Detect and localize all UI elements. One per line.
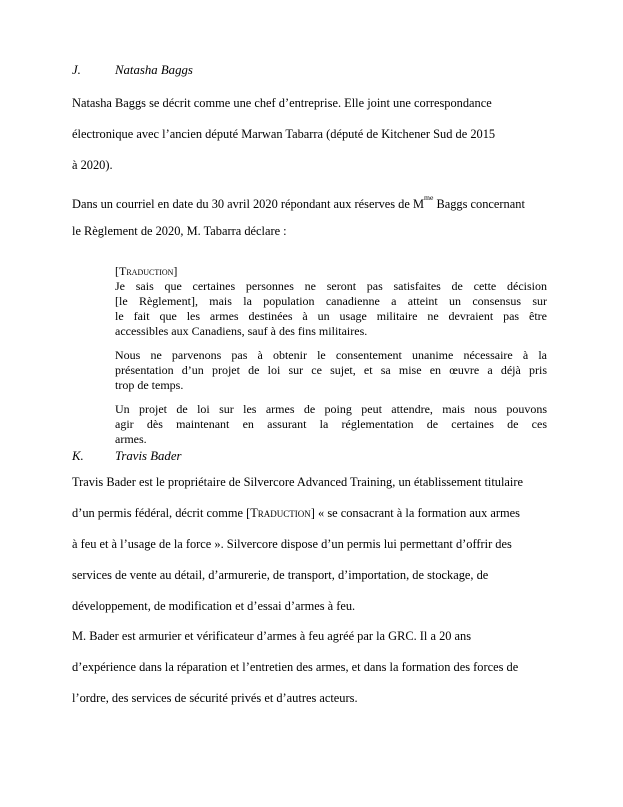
text-line: trop de temps.: [115, 378, 184, 392]
text-line: M. Bader est armurier et vérificateur d’armes à feu agréé par la GRC. Il a 20 ans: [72, 629, 472, 643]
paragraph-baggs: [72, 88, 495, 181]
section-heading-j: [72, 60, 193, 80]
paragraph-silvercore: [72, 467, 523, 622]
text-line: [72, 185, 525, 216]
superscript-me: me: [424, 192, 434, 202]
quote-paragraph-1: [115, 279, 547, 339]
section-title: Travis Bader: [115, 449, 182, 463]
text-line: Je sais que certaines personnes ne seront pas satisfaites de cette décision: [115, 279, 547, 293]
text-line: Natasha Baggs se décrit comme une chef d’entreprise. Elle joint une correspondance: [72, 96, 492, 110]
text-segment: Baggs concernant: [433, 197, 525, 212]
text-line: électronique avec l’ancien député Marwan Tabarra (député de Kitchener Sud de 2015: [72, 127, 496, 141]
text-line: le fait que les armes destinées à un usage militaire ne devraient pas être: [115, 309, 547, 323]
text-segment: d’un permis fédéral, décrit comme: [72, 506, 247, 520]
text-line: à 2020).: [72, 158, 113, 172]
text-line: à feu et à l’usage de la force ». Silvercore dispose d’un permis lui permettant d’offrir des: [72, 537, 512, 551]
section-label: J.: [72, 63, 81, 77]
section-label: K.: [72, 449, 84, 463]
text-line: Travis Bader est le propriétaire de Silvercore Advanced Training, un établissement titulaire: [72, 475, 523, 489]
text-line: services de vente au détail, d’armurerie, de transport, d’importation, de stockage, de: [72, 568, 489, 582]
quote-paragraph-3: [115, 402, 547, 447]
text-line: l’ordre, des services de sécurité privés et d’autres acteurs.: [72, 691, 358, 705]
text-line: armes.: [115, 432, 147, 446]
paragraph-grc: [72, 621, 518, 714]
text-line: [le Règlement], mais la population canadienne a atteint un consensus sur: [115, 294, 547, 308]
text-line: le Règlement de 2020, M. Tabarra déclare :: [72, 224, 287, 238]
text-line: Nous ne parvenons pas à obtenir le consentement unanime nécessaire à la: [115, 348, 547, 362]
text-segment: « se consacrant à la formation aux armes: [314, 506, 520, 520]
text-line: accessibles aux Canadiens, sauf à des fins militaires.: [115, 324, 368, 338]
text-line: d’expérience dans la réparation et l’entretien des armes, et dans la formation des forces de: [72, 660, 519, 674]
text-line: présentation d’un projet de loi sur ce sujet, et sa mise en œuvre a déjà pris: [115, 363, 547, 377]
paragraph-courriel: [72, 185, 525, 247]
section-title: Natasha Baggs: [115, 63, 193, 77]
text-line: [72, 498, 523, 529]
text-line: développement, de modification et d’essai d’armes à feu.: [72, 599, 356, 613]
text-line: agir dès maintenant en assurant la réglementation de certaines de ces: [115, 417, 547, 431]
traduction-inline-marker: [Traduction]: [246, 506, 315, 520]
text-segment: Dans un courriel en date du 30 avril 2020 répondant aux réserves de M: [72, 197, 424, 212]
text-line: Un projet de loi sur les armes de poing peut attendre, mais nous pouvons: [115, 402, 547, 416]
blockquote-tabarra: [115, 264, 547, 447]
traduction-marker: [Traduction]: [115, 264, 178, 278]
quote-paragraph-2: [115, 348, 547, 393]
section-heading-k: [72, 446, 181, 466]
